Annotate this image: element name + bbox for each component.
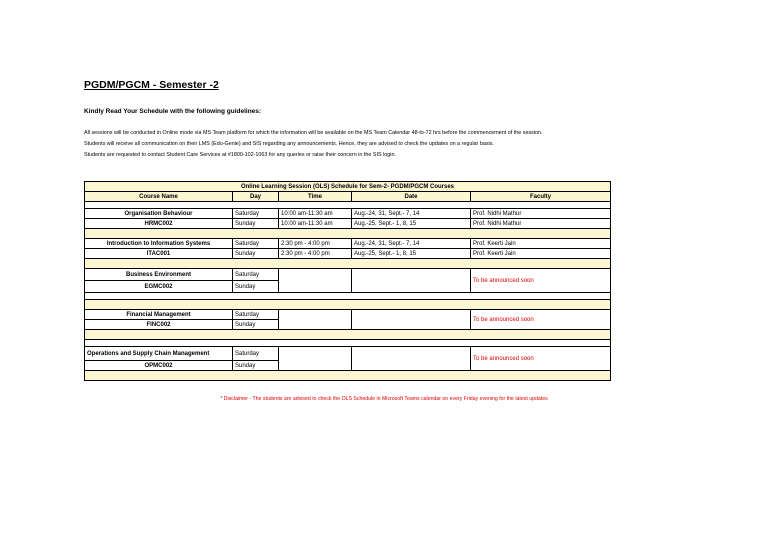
day-cell: Sunday [233,361,279,371]
date-cell: Aug.-24, 31, Sept.- 7, 14 [352,239,471,249]
column-header: Course Name [85,192,233,202]
spacer-row [85,202,611,209]
course-name: Introduction to Information Systems [85,239,233,249]
time-cell: 10:00 am-11:30 am [279,209,352,219]
date-cell [352,310,471,330]
faculty-note: To be announced soon [471,269,611,293]
table-header-row [85,192,611,202]
guidelines-heading: Kindly Read Your Schedule with the following guidelines: [84,108,262,115]
day-cell: Saturday [233,269,279,281]
day-cell: Saturday [233,347,279,361]
spacer-row [85,340,611,347]
faculty-cell: Prof. Keerti Jain [471,249,611,259]
column-header: Faculty [471,192,611,202]
day-cell: Sunday [233,320,279,330]
spacer-row [85,300,611,310]
table-row [85,269,611,281]
day-cell: Saturday [233,310,279,320]
spacer-row [85,330,611,340]
faculty-cell: Prof. Nidhi Mathur [471,209,611,219]
day-cell: Saturday [233,209,279,219]
table-row [85,239,611,249]
course-name: Business Environment [85,269,233,281]
faculty-note: To be announced soon [471,310,611,330]
spacer-row [85,229,611,239]
spacer-row [85,293,611,300]
table-caption: Online Learning Session (OLS) Schedule for Sem-2- PGDM/PGCM Courses [85,182,611,192]
faculty-cell: Prof. Nidhi Mathur [471,219,611,229]
time-cell: 10:00 am-11:30 am [279,219,352,229]
column-header: Day [233,192,279,202]
course-name: Financial Management [85,310,233,320]
guideline-line: Students will receive all communication on their LMS (Edu-Genie) and SIS regarding any announcements. Hence, they are advised to check the updates on a regular basis. [84,141,494,147]
column-header: Time [279,192,352,202]
time-cell: 2:30 pm - 4:00 pm [279,239,352,249]
faculty-cell: Prof. Keerti Jain [471,239,611,249]
date-cell [352,269,471,293]
course-code: EGMC002 [85,281,233,293]
spacer-row [85,371,611,381]
page-title: PGDM/PGCM - Semester -2 [84,79,219,91]
table-row [85,347,611,361]
day-cell: Sunday [233,219,279,229]
course-code: OPMC002 [85,361,233,371]
date-cell: Aug.-25, Sept.- 1, 8, 15 [352,219,471,229]
faculty-note: To be announced soon [471,347,611,371]
spacer-row [85,259,611,269]
date-cell [352,347,471,371]
table-row [85,249,611,259]
time-cell [279,269,352,293]
guideline-line: All sessions will be conducted in Online mode via MS Team platform for which the information will be available on the MS Team Calendar 48-to-72 hrs before the commencement of the session. [84,130,543,136]
time-cell [279,347,352,371]
course-code: HRMC002 [85,219,233,229]
course-name: Organisation Behaviour [85,209,233,219]
course-code: ITAC001 [85,249,233,259]
course-code: FINC002 [85,320,233,330]
course-name: Operations and Supply Chain Management [85,347,233,361]
disclaimer-note: * Disclaimer - The students are advised to check the OLS Schedule in Microsoft Teams calendar on every Friday evening for the latest updates [220,396,548,402]
table-row [85,209,611,219]
schedule-table [84,181,611,381]
time-cell [279,310,352,330]
table-row [85,310,611,320]
day-cell: Sunday [233,281,279,293]
date-cell: Aug.-25, Sept.- 1, 8, 15 [352,249,471,259]
day-cell: Sunday [233,249,279,259]
guideline-line: Students are requested to contact Student Care Services at #1800-102-1063 for any queries or raise their concern in the SIS login. [84,152,396,158]
column-header: Date [352,192,471,202]
table-row [85,219,611,229]
time-cell: 2:30 pm - 4:00 pm [279,249,352,259]
date-cell: Aug.-24, 31, Sept.- 7, 14 [352,209,471,219]
day-cell: Saturday [233,239,279,249]
